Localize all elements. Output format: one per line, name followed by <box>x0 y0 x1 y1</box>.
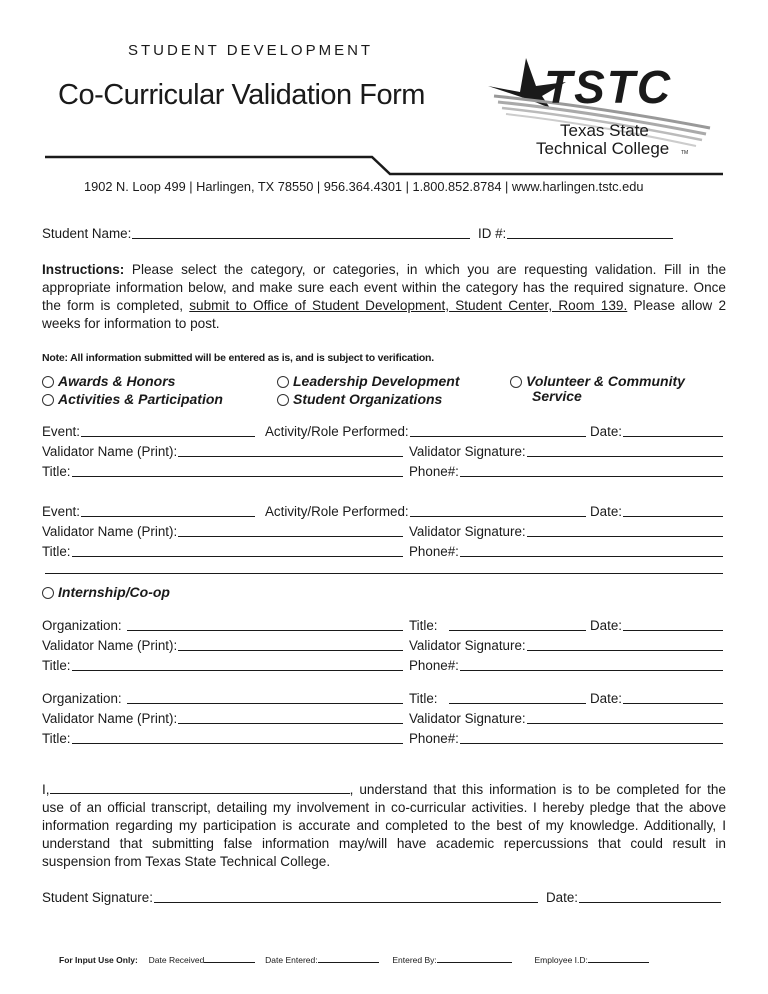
organization-label: Organization: <box>42 691 122 706</box>
footer-date-entered-blank[interactable] <box>318 962 379 963</box>
section-divider <box>45 573 723 574</box>
address-line: 1902 N. Loop 499 | Harlingen, TX 78550 | 956.364.4301 | 1.800.852.8784 | www.harlingen.tstc.edu <box>84 179 644 194</box>
verification-note: Note: All information submitted will be entered as is, and is subject to verification. <box>42 352 434 364</box>
event-1-phone[interactable] <box>409 464 723 479</box>
internship-title-label: Title: <box>409 618 438 633</box>
footer-date-received-blank[interactable] <box>204 962 255 963</box>
event-2-event[interactable] <box>42 504 255 519</box>
event-1-event[interactable] <box>42 424 255 439</box>
student-name-label: Student Name: <box>42 226 132 241</box>
radio-internship-coop[interactable] <box>42 587 54 599</box>
radio-leadership-development[interactable] <box>277 376 289 388</box>
internship-2-date[interactable] <box>590 691 723 706</box>
internship-1-organization[interactable] <box>42 618 403 633</box>
event-1-validator-name[interactable] <box>42 444 403 459</box>
header-rule <box>0 0 768 180</box>
option-leadership-development[interactable] <box>277 373 460 389</box>
internship-1-date[interactable] <box>590 618 723 633</box>
internship-1-validator-signature[interactable] <box>409 638 723 653</box>
option-student-organizations[interactable] <box>277 391 442 407</box>
department-heading: STUDENT DEVELOPMENT <box>128 42 374 59</box>
internship-2-title-bottom[interactable] <box>42 731 403 746</box>
event-1-activity[interactable] <box>265 424 586 439</box>
signature-date-field[interactable] <box>546 890 721 905</box>
signature-date-label: Date: <box>546 890 579 905</box>
option-organizations-label: Student Organizations <box>293 391 443 407</box>
option-internship-coop[interactable] <box>42 584 170 600</box>
instructions-heading: Instructions: <box>42 262 125 277</box>
title-label: Title: <box>42 464 71 479</box>
event-2-title[interactable] <box>42 544 403 559</box>
phone-label: Phone#: <box>409 658 459 673</box>
phone-label: Phone#: <box>409 464 459 479</box>
option-leadership-label: Leadership Development <box>293 373 460 389</box>
footer-employee-id: Employee I.D: <box>534 955 588 965</box>
validator-name-label: Validator Name (Print): <box>42 711 178 726</box>
event-2-validator-name[interactable] <box>42 524 403 539</box>
office-use-footer <box>59 955 649 965</box>
organization-label: Organization: <box>42 618 122 633</box>
internship-2-validator-signature[interactable] <box>409 711 723 726</box>
footer-input-only: For Input Use Only: <box>59 955 138 965</box>
logo-tm: TM <box>681 150 689 156</box>
validator-signature-label: Validator Signature: <box>409 524 526 539</box>
date-label: Date: <box>590 504 623 519</box>
event-2-date[interactable] <box>590 504 723 519</box>
internship-1-phone[interactable] <box>409 658 723 673</box>
option-awards-honors[interactable] <box>42 373 175 389</box>
event-2-validator-signature[interactable] <box>409 524 723 539</box>
validator-signature-label: Validator Signature: <box>409 444 526 459</box>
student-id-field[interactable] <box>478 226 673 241</box>
validator-signature-label: Validator Signature: <box>409 711 526 726</box>
footer-employee-id-blank[interactable] <box>588 962 649 963</box>
event-label: Event: <box>42 424 80 439</box>
validator-signature-label: Validator Signature: <box>409 638 526 653</box>
event-2-activity[interactable] <box>265 504 586 519</box>
validator-name-label: Validator Name (Print): <box>42 638 178 653</box>
pledge-paragraph <box>42 781 726 871</box>
internship-2-validator-name[interactable] <box>42 711 403 726</box>
pledge-name-blank[interactable] <box>50 781 350 794</box>
radio-awards-honors[interactable] <box>42 376 54 388</box>
option-volunteer-service[interactable] <box>510 373 685 389</box>
pledge-text: , understand that this information is to be completed for the use of an official transcript, detailing my involvement in co-curricular activities. I hereby pledge that the above information regarding my participation is accurate and completed to the best of my knowledge. Additionally, I understand that submitting false information may/will have academic repercussions that could result in suspension from Texas State Technical College. <box>42 782 726 869</box>
internship-1-validator-name[interactable] <box>42 638 403 653</box>
option-volunteer-label-1: Volunteer & Community <box>526 373 685 389</box>
instructions <box>42 261 726 333</box>
option-internship-label: Internship/Co-op <box>58 584 170 600</box>
event-1-validator-signature[interactable] <box>409 444 723 459</box>
phone-label: Phone#: <box>409 731 459 746</box>
internship-2-phone[interactable] <box>409 731 723 746</box>
option-activities-label: Activities & Participation <box>58 391 223 407</box>
event-1-title[interactable] <box>42 464 403 479</box>
validator-name-label: Validator Name (Print): <box>42 524 178 539</box>
instructions-text-after: Please allow 2 weeks for information to post. <box>42 298 726 331</box>
logo-line2: Technical College <box>536 139 670 158</box>
validator-name-label: Validator Name (Print): <box>42 444 178 459</box>
title-label: Title: <box>42 658 71 673</box>
internship-1-title[interactable] <box>409 618 586 633</box>
internship-2-organization[interactable] <box>42 691 403 706</box>
footer-date-received: Date Received <box>148 955 205 965</box>
radio-activities-participation[interactable] <box>42 394 54 406</box>
event-2-phone[interactable] <box>409 544 723 559</box>
instructions-submit-location: submit to Office of Student Development, Student Center, Room 139. <box>189 298 628 313</box>
student-signature-field[interactable] <box>42 890 538 905</box>
footer-date-entered: Date Entered: <box>265 955 318 965</box>
radio-student-organizations[interactable] <box>277 394 289 406</box>
internship-2-title[interactable] <box>409 691 586 706</box>
option-awards-label: Awards & Honors <box>58 373 176 389</box>
radio-volunteer-service[interactable] <box>510 376 522 388</box>
option-activities-participation[interactable] <box>42 391 223 407</box>
student-id-label: ID #: <box>478 226 507 241</box>
student-name-field[interactable] <box>42 226 470 241</box>
date-label: Date: <box>590 424 623 439</box>
option-volunteer-service-line2: Service <box>532 388 582 404</box>
pledge-prefix: I, <box>42 782 50 797</box>
internship-title-label: Title: <box>409 691 438 706</box>
activity-label: Activity/Role Performed: <box>265 424 409 439</box>
activity-label: Activity/Role Performed: <box>265 504 409 519</box>
title-label: Title: <box>42 544 71 559</box>
title-label: Title: <box>42 731 71 746</box>
phone-label: Phone#: <box>409 544 459 559</box>
logo-line1: Texas State <box>560 121 649 140</box>
form-title: Co-Curricular Validation Form <box>58 79 425 111</box>
internship-1-title-bottom[interactable] <box>42 658 403 673</box>
footer-entered-by-blank[interactable] <box>437 962 512 963</box>
student-signature-label: Student Signature: <box>42 890 153 905</box>
event-label: Event: <box>42 504 80 519</box>
instructions-text-before: Please select the category, or categories, in which you are requesting validation. Fill in the appropriate information below, and make sure each event within the category has the required signature. Once the form is completed, <box>42 262 726 313</box>
date-label: Date: <box>590 691 623 706</box>
date-label: Date: <box>590 618 623 633</box>
footer-entered-by: Entered By: <box>392 955 437 965</box>
logo-acronym: TSTC <box>544 61 673 113</box>
event-1-date[interactable] <box>590 424 723 439</box>
